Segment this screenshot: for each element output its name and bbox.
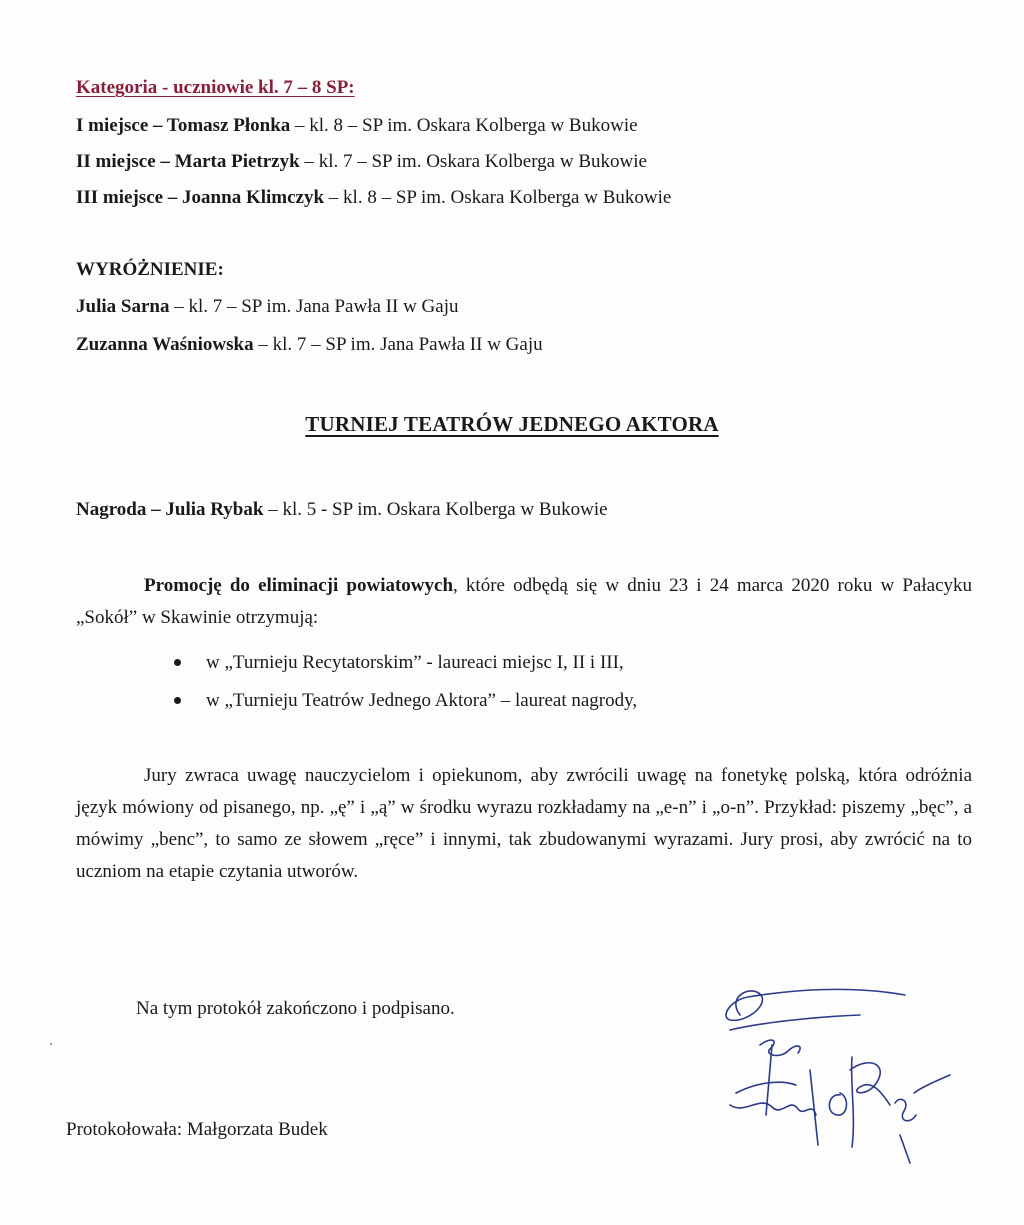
place-row-2	[76, 150, 647, 174]
distinction-row-2	[76, 333, 543, 357]
bullet-dot-icon	[174, 659, 181, 666]
recorder-line: Protokołowała: Małgorzata Budek	[66, 1119, 328, 1140]
signature-icon	[700, 975, 960, 1175]
award-row	[76, 498, 608, 522]
place-details: – kl. 8 – SP im. Oskara Kolberga w Bukowie	[290, 115, 638, 136]
place-row-1	[76, 114, 638, 138]
distinction-row-1	[76, 295, 458, 319]
distinction-details: – kl. 7 – SP im. Jana Pawła II w Gaju	[253, 334, 543, 355]
distinction-title: WYRÓŻNIENIE:	[76, 259, 224, 280]
place-name: II miejsce – Marta Pietrzyk	[76, 151, 300, 172]
promotion-bold-intro: Promocję do eliminacji powiatowych	[144, 575, 454, 596]
place-details: – kl. 8 – SP im. Oskara Kolberga w Bukowie	[324, 187, 672, 208]
place-name: III miejsce – Joanna Klimczyk	[76, 187, 325, 208]
award-label: Nagroda – Julia Rybak	[76, 499, 264, 520]
place-details: – kl. 7 – SP im. Oskara Kolberga w Bukowie	[299, 151, 647, 172]
category-title: Kategoria - uczniowie kl. 7 – 8 SP:	[76, 77, 355, 98]
distinction-details: – kl. 7 – SP im. Jana Pawła II w Gaju	[169, 296, 459, 317]
bullet-item-2: w „Turnieju Teatrów Jednego Aktora” – laureat nagrody,	[206, 690, 638, 711]
distinction-name: Zuzanna Waśniowska	[76, 334, 254, 355]
bullet-dot-icon	[174, 697, 181, 704]
place-name: I miejsce – Tomasz Płonka	[76, 115, 291, 136]
award-details: – kl. 5 - SP im. Oskara Kolberga w Bukowie	[263, 499, 608, 520]
tournament-heading: TURNIEJ TEATRÓW JEDNEGO AKTORA	[305, 412, 719, 436]
promotion-paragraph	[76, 570, 972, 634]
promotion-text: , które odbędą się w dniu 23 i 24 marca 2020 roku w Pałacyku „Sokół” w Skawinie otrzymują:	[76, 575, 972, 628]
closing-text: Na tym protokół zakończono i podpisano.	[136, 998, 455, 1019]
jury-note-paragraph: Jury zwraca uwagę nauczycielom i opiekunom, aby zwrócili uwagę na fonetykę polską, która odróżnia język mówiony od pisanego, np. „ę” i „ą” w środku wyrazu rozkładamy na „e-n” i „o-n”. Przykład: piszemy „bęc”, a mówimy „benc”, to samo ze słowem „ręce” i innymi, tak zbudowanymi wyrazami. Jury prosi, aby zwrócić na to uczniom na etapie czytania utworów.	[76, 765, 972, 882]
paper-speck	[50, 1043, 52, 1045]
place-row-3	[76, 186, 671, 210]
bullet-item-1: w „Turnieju Recytatorskim” - laureaci miejsc I, II i III,	[206, 652, 624, 673]
distinction-name: Julia Sarna	[76, 296, 170, 317]
